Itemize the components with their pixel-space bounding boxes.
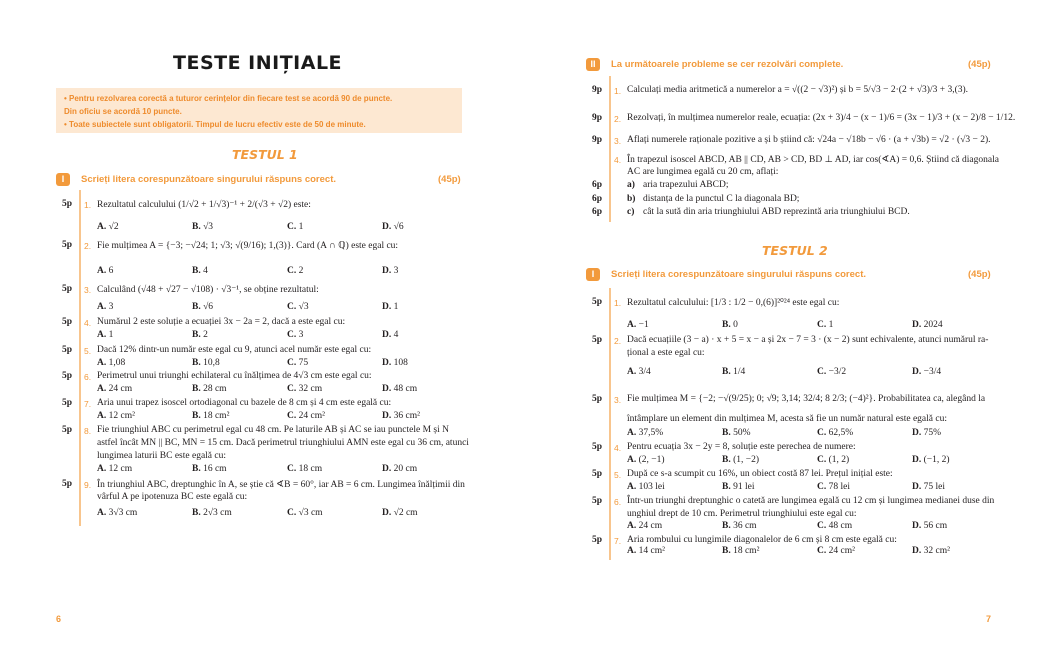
answer-option[interactable] bbox=[192, 358, 220, 368]
option-value: 2 bbox=[298, 266, 304, 276]
question-text: În trapezul isoscel ABCD, AB || CD, AB > CD, BD ⊥ AD, iar cos(∢A) = 0,6. Știind că diagonala bbox=[627, 155, 999, 165]
question-number: 7. bbox=[614, 536, 622, 546]
question-points: 9p bbox=[592, 85, 603, 95]
option-value: 103 lei bbox=[638, 482, 665, 492]
option-value: 32 cm² bbox=[923, 546, 950, 556]
answer-option[interactable] bbox=[287, 464, 322, 474]
section-title: Scrieți litera corespunzătoare singurului răspuns corect. bbox=[611, 269, 866, 280]
option-letter: A. bbox=[97, 222, 107, 232]
question-text: Aria unui trapez isoscel ortodiagonal cu bazele de 8 cm și 4 cm este egală cu: bbox=[97, 398, 392, 408]
option-letter: C. bbox=[817, 320, 827, 330]
question-points: 5p bbox=[62, 240, 73, 250]
option-letter: C. bbox=[287, 411, 297, 421]
option-value: 108 bbox=[393, 358, 408, 368]
question-points: 5p bbox=[62, 425, 73, 435]
option-value: −3/2 bbox=[828, 367, 847, 377]
subitem-text: cât la sută din aria triunghiului ABD reprezintă aria triunghiului BCD. bbox=[643, 207, 910, 217]
answer-option[interactable] bbox=[287, 266, 303, 276]
question-text: vârful A pe ipotenuza BC este egală cu: bbox=[97, 492, 248, 502]
question-number: 2. bbox=[614, 114, 622, 124]
option-value: 16 cm bbox=[203, 464, 227, 474]
option-letter: D. bbox=[382, 330, 392, 340]
question-number: 5. bbox=[84, 346, 92, 356]
question-number: 3. bbox=[614, 395, 622, 405]
option-value: 1 bbox=[108, 330, 114, 340]
page-number: 6 bbox=[56, 614, 62, 624]
question-text: unghiul drept de 10 cm. Perimetrul triunghiului este egal cu: bbox=[627, 509, 857, 519]
answer-option[interactable] bbox=[912, 521, 947, 531]
section-badge: I bbox=[586, 268, 600, 281]
option-letter: B. bbox=[722, 521, 731, 531]
question-points: 5p bbox=[592, 469, 603, 479]
answer-option[interactable] bbox=[97, 384, 132, 394]
option-value: 62,5% bbox=[828, 428, 854, 438]
option-value: 2√3 cm bbox=[203, 508, 232, 518]
option-letter: A. bbox=[627, 482, 637, 492]
question-number: 4. bbox=[614, 443, 622, 453]
option-letter: C. bbox=[817, 521, 827, 531]
option-value: 1 bbox=[393, 302, 399, 312]
option-value: 3√3 cm bbox=[108, 508, 138, 518]
subitem-label: a) bbox=[627, 180, 635, 190]
option-letter: A. bbox=[97, 508, 107, 518]
question-text: Fie mulțimea M = {−2; −√(9/25); 0; √9; 3,14; 32/4; 8 2/3; (−4)²}. Probabilitatea ca, alegând la bbox=[627, 394, 986, 404]
option-letter: A. bbox=[627, 521, 637, 531]
subitem-label: b) bbox=[627, 194, 636, 204]
option-value: √3 bbox=[203, 222, 214, 232]
option-letter: A. bbox=[627, 428, 637, 438]
answer-option[interactable] bbox=[912, 367, 941, 377]
section-badge: II bbox=[586, 58, 600, 71]
answer-option[interactable] bbox=[97, 222, 119, 232]
option-letter: C. bbox=[817, 367, 827, 377]
answer-option[interactable] bbox=[722, 482, 754, 492]
question-text: Fie triunghiul ABC cu perimetrul egal cu 48 cm. Pe laturile AB și AC se iau punctele M și N bbox=[97, 425, 449, 435]
margin-bar bbox=[609, 288, 611, 560]
answer-option[interactable] bbox=[97, 302, 113, 312]
option-value: 32 cm bbox=[298, 384, 323, 394]
answer-option[interactable] bbox=[817, 455, 849, 465]
answer-option[interactable] bbox=[722, 320, 738, 330]
option-value: 24 cm² bbox=[298, 411, 325, 421]
option-value: 12 cm² bbox=[108, 411, 135, 421]
answer-option[interactable] bbox=[627, 482, 665, 492]
question-points: 5p bbox=[62, 479, 73, 489]
subitem-points: 6p bbox=[592, 194, 603, 204]
option-letter: D. bbox=[382, 266, 392, 276]
option-letter: B. bbox=[722, 546, 731, 556]
question-number: 1. bbox=[614, 298, 622, 308]
answer-option[interactable] bbox=[382, 330, 398, 340]
answer-option[interactable] bbox=[382, 222, 404, 232]
option-letter: C. bbox=[287, 464, 297, 474]
question-points: 5p bbox=[592, 394, 603, 404]
answer-option[interactable] bbox=[97, 330, 113, 340]
question-text: lungimea laturii BC este egală cu: bbox=[97, 451, 227, 461]
option-letter: B. bbox=[192, 358, 201, 368]
option-letter: A. bbox=[627, 546, 637, 556]
option-letter: C. bbox=[817, 546, 827, 556]
answer-option[interactable] bbox=[382, 464, 417, 474]
answer-option[interactable] bbox=[912, 482, 945, 492]
option-letter: C. bbox=[817, 428, 827, 438]
answer-option[interactable] bbox=[627, 428, 663, 438]
option-letter: C. bbox=[817, 482, 827, 492]
question-points: 9p bbox=[592, 113, 603, 123]
answer-option[interactable] bbox=[287, 302, 309, 312]
question-number: 1. bbox=[84, 200, 92, 210]
option-value: 1 bbox=[298, 222, 304, 232]
option-value: √3 cm bbox=[298, 508, 323, 518]
subitem-points: 6p bbox=[592, 180, 603, 190]
question-points: 5p bbox=[592, 535, 603, 545]
option-value: 1/4 bbox=[733, 367, 746, 377]
question-text: După ce s-a scumpit cu 16%, un obiect costă 87 lei. Prețul inițial este: bbox=[627, 469, 893, 479]
option-letter: D. bbox=[912, 455, 922, 465]
option-value: 50% bbox=[733, 428, 751, 438]
answer-option[interactable] bbox=[287, 508, 323, 518]
option-letter: B. bbox=[192, 266, 201, 276]
answer-option[interactable] bbox=[627, 455, 665, 465]
option-value: 6 bbox=[108, 266, 114, 276]
question-number: 9. bbox=[84, 480, 92, 490]
test-title: TESTUL 2 bbox=[762, 243, 828, 258]
option-value: 36 cm bbox=[733, 521, 757, 531]
option-letter: A. bbox=[97, 384, 107, 394]
option-letter: D. bbox=[912, 482, 922, 492]
answer-option[interactable] bbox=[287, 358, 308, 368]
option-letter: B. bbox=[722, 455, 731, 465]
option-value: 48 cm bbox=[828, 521, 853, 531]
option-value: (1, 2) bbox=[828, 455, 850, 465]
option-letter: C. bbox=[287, 302, 297, 312]
option-value: 24 cm² bbox=[828, 546, 855, 556]
question-number: 6. bbox=[614, 497, 622, 507]
answer-option[interactable] bbox=[722, 455, 759, 465]
question-number: 2. bbox=[614, 336, 622, 346]
answer-option[interactable] bbox=[97, 508, 137, 518]
option-value: √2 cm bbox=[393, 508, 418, 518]
question-text: Aflați numerele raționale pozitive a și b știind că: √24a − √18b − √6 · (a + √3b) = √2 · (√3 − 2). bbox=[627, 135, 991, 145]
option-value: 75 lei bbox=[923, 482, 945, 492]
question-points: 5p bbox=[592, 496, 603, 506]
option-value: 4 bbox=[393, 330, 399, 340]
option-letter: B. bbox=[722, 367, 731, 377]
margin-bar bbox=[609, 76, 611, 222]
section-badge: I bbox=[56, 173, 70, 186]
answer-option[interactable] bbox=[912, 320, 943, 330]
info-line: • Pentru rezolvarea corectă a tuturor cerințelor din fiecare test se acordă 90 de puncte. bbox=[64, 94, 393, 103]
answer-option[interactable] bbox=[287, 411, 325, 421]
answer-option[interactable] bbox=[97, 358, 125, 368]
question-number: 8. bbox=[84, 426, 92, 436]
option-letter: B. bbox=[192, 384, 201, 394]
answer-option[interactable] bbox=[627, 367, 651, 377]
option-value: 48 cm bbox=[393, 384, 418, 394]
option-letter: A. bbox=[97, 266, 107, 276]
option-letter: B. bbox=[722, 320, 731, 330]
answer-option[interactable] bbox=[817, 320, 833, 330]
option-value: 56 cm bbox=[923, 521, 948, 531]
question-text: Dacă 12% dintr-un număr este egal cu 9, atunci acel număr este egal cu: bbox=[97, 345, 372, 355]
section-points: (45p) bbox=[968, 59, 991, 70]
answer-option[interactable] bbox=[97, 266, 113, 276]
answer-option[interactable] bbox=[912, 428, 941, 438]
question-number: 4. bbox=[614, 155, 622, 165]
answer-option[interactable] bbox=[192, 266, 208, 276]
option-letter: B. bbox=[722, 482, 731, 492]
answer-option[interactable] bbox=[192, 302, 213, 312]
question-text: Numărul 2 este soluție a ecuației 3x − 2a = 2, dacă a este egal cu: bbox=[97, 317, 346, 327]
question-number: 6. bbox=[84, 372, 92, 382]
option-letter: D. bbox=[912, 367, 922, 377]
option-letter: C. bbox=[287, 384, 297, 394]
question-text: Rezolvați, în mulțimea numerelor reale, ecuația: (2x + 3)/4 − (x − 1)/6 = (3x − 1)/3 + (x − 2)/8 − 1/12. bbox=[627, 113, 1016, 123]
question-points: 5p bbox=[592, 335, 603, 345]
option-value: 24 cm bbox=[638, 521, 663, 531]
info-box bbox=[56, 88, 462, 133]
option-value: 91 lei bbox=[733, 482, 755, 492]
option-value: √6 bbox=[393, 222, 404, 232]
question-points: 5p bbox=[62, 371, 73, 381]
answer-option[interactable] bbox=[192, 508, 232, 518]
answer-option[interactable] bbox=[817, 367, 846, 377]
option-value: 75 bbox=[298, 358, 309, 368]
answer-option[interactable] bbox=[287, 222, 303, 232]
answer-option[interactable] bbox=[382, 266, 398, 276]
question-number: 1. bbox=[614, 86, 622, 96]
question-text: În triunghiul ABC, dreptunghic în A, se știe că ∢B = 60°, iar AB = 6 cm. Lungimea înălțimii din bbox=[97, 480, 465, 490]
question-text: țional a este egal cu: bbox=[627, 348, 705, 358]
question-text: astfel încât MN || BC, MN = 15 cm. Dacă perimetrul triunghiului AMN este egal cu 36 cm, atunci bbox=[97, 438, 469, 448]
option-letter: A. bbox=[627, 320, 637, 330]
section-title: La următoarele probleme se cer rezolvări complete. bbox=[611, 59, 844, 70]
section-points: (45p) bbox=[438, 174, 461, 185]
option-value: 18 cm² bbox=[203, 411, 230, 421]
option-value: 1 bbox=[828, 320, 834, 330]
answer-option[interactable] bbox=[722, 428, 751, 438]
option-value: 78 lei bbox=[828, 482, 850, 492]
option-value: 75% bbox=[923, 428, 942, 438]
question-text: Rezultatul calculului: [1/3 : 1/2 − 0,(6)]²⁰²⁴ este egal cu: bbox=[627, 298, 840, 308]
answer-option[interactable] bbox=[817, 482, 850, 492]
option-letter: A. bbox=[97, 330, 107, 340]
info-line: • Toate subiectele sunt obligatorii. Timpul de lucru efectiv este de 50 de minute. bbox=[64, 120, 366, 129]
option-letter: D. bbox=[382, 508, 392, 518]
answer-option[interactable] bbox=[627, 521, 662, 531]
option-value: −1 bbox=[638, 320, 649, 330]
question-text: Calculați media aritmetică a numerelor a = √((2 − √3)²) și b = 5/√3 − 2·(2 + √3)/3 + 3,(3). bbox=[627, 85, 969, 95]
question-points: 5p bbox=[62, 317, 73, 327]
option-letter: C. bbox=[817, 455, 827, 465]
option-letter: D. bbox=[382, 222, 392, 232]
question-text: Perimetrul unui triunghi echilateral cu înălțimea de 4√3 cm este egal cu: bbox=[97, 371, 372, 381]
option-value: 4 bbox=[203, 266, 208, 276]
option-value: (1, −2) bbox=[733, 455, 760, 465]
answer-option[interactable] bbox=[192, 222, 213, 232]
option-letter: B. bbox=[192, 302, 201, 312]
question-points: 5p bbox=[62, 345, 73, 355]
option-value: 37,5% bbox=[638, 428, 664, 438]
option-value: √6 bbox=[203, 302, 214, 312]
info-line: Din oficiu se acordă 10 puncte. bbox=[64, 107, 182, 116]
test-title: TESTUL 1 bbox=[232, 147, 298, 162]
page-title: TESTE INIȚIALE bbox=[173, 52, 343, 74]
question-points: 5p bbox=[62, 199, 73, 209]
question-points: 9p bbox=[592, 135, 603, 145]
question-text: AC are lungimea egală cu 20 cm, aflați: bbox=[627, 167, 779, 177]
answer-option[interactable] bbox=[192, 330, 208, 340]
option-value: 28 cm bbox=[203, 384, 227, 394]
answer-option[interactable] bbox=[722, 546, 759, 556]
question-number: 3. bbox=[84, 285, 92, 295]
option-letter: D. bbox=[912, 521, 922, 531]
subitem-text: aria trapezului ABCD; bbox=[643, 180, 729, 190]
question-text: Aria rombului cu lungimile diagonalelor de 6 cm și 8 cm este egală cu: bbox=[627, 535, 897, 545]
option-letter: A. bbox=[97, 302, 107, 312]
answer-option[interactable] bbox=[192, 384, 227, 394]
option-value: 10,8 bbox=[203, 358, 220, 368]
option-value: √3 bbox=[298, 302, 309, 312]
option-letter: A. bbox=[97, 464, 107, 474]
answer-option[interactable] bbox=[382, 302, 398, 312]
option-letter: D. bbox=[912, 428, 922, 438]
answer-option[interactable] bbox=[382, 358, 408, 368]
option-letter: B. bbox=[192, 222, 201, 232]
option-value: 3/4 bbox=[638, 367, 651, 377]
question-points: 5p bbox=[62, 398, 73, 408]
question-points: 5p bbox=[592, 297, 603, 307]
option-value: 3 bbox=[108, 302, 114, 312]
option-letter: B. bbox=[722, 428, 731, 438]
answer-option[interactable] bbox=[722, 521, 757, 531]
option-letter: B. bbox=[192, 464, 201, 474]
answer-option[interactable] bbox=[97, 411, 135, 421]
answer-option[interactable] bbox=[722, 367, 745, 377]
question-points: 5p bbox=[592, 442, 603, 452]
option-letter: C. bbox=[287, 222, 297, 232]
question-text: Calculând (√48 + √27 − √108) · √3⁻¹, se obține rezultatul: bbox=[97, 285, 319, 295]
option-letter: D. bbox=[912, 546, 922, 556]
option-letter: D. bbox=[382, 411, 392, 421]
margin-bar bbox=[79, 190, 81, 526]
option-value: 0 bbox=[733, 320, 738, 330]
option-value: 18 cm² bbox=[733, 546, 760, 556]
question-text: întâmplare un element din mulțimea M, acesta să fie un număr natural este egală cu: bbox=[627, 414, 947, 424]
option-value: 12 cm bbox=[108, 464, 133, 474]
option-value: 3 bbox=[393, 266, 399, 276]
option-value: 2024 bbox=[923, 320, 943, 330]
answer-option[interactable] bbox=[97, 464, 132, 474]
option-letter: C. bbox=[287, 330, 297, 340]
answer-option[interactable] bbox=[912, 546, 950, 556]
option-letter: A. bbox=[627, 367, 637, 377]
option-value: 36 cm² bbox=[393, 411, 420, 421]
answer-option[interactable] bbox=[817, 546, 855, 556]
option-value: 20 cm bbox=[393, 464, 418, 474]
answer-option[interactable] bbox=[192, 411, 229, 421]
question-number: 7. bbox=[84, 399, 92, 409]
question-text: Rezultatul calculului (1/√2 + 1/√3)⁻¹ + 2/(√3 + √2) este: bbox=[97, 200, 311, 210]
answer-option[interactable] bbox=[817, 428, 853, 438]
question-text: Pentru ecuația 3x − 2y = 8, soluție este perechea de numere: bbox=[627, 442, 856, 452]
answer-option[interactable] bbox=[382, 384, 417, 394]
section-points: (45p) bbox=[968, 269, 991, 280]
option-value: 2 bbox=[203, 330, 208, 340]
answer-option[interactable] bbox=[627, 546, 665, 556]
answer-option[interactable] bbox=[382, 411, 420, 421]
option-letter: D. bbox=[382, 464, 392, 474]
page-number: 7 bbox=[986, 614, 992, 624]
question-text: Dacă ecuațiile (3 − a) · x + 5 = x − a și 2x − 7 = 3 · (x − 2) sunt echivalente, atunci numărul ra- bbox=[627, 335, 989, 345]
question-points: 5p bbox=[62, 284, 73, 294]
question-number: 2. bbox=[84, 241, 92, 251]
option-value: 14 cm² bbox=[638, 546, 665, 556]
option-letter: D. bbox=[912, 320, 922, 330]
option-letter: C. bbox=[287, 508, 297, 518]
option-letter: B. bbox=[192, 508, 201, 518]
question-text: Într-un triunghi dreptunghic o catetă are lungimea egală cu 12 cm și lungimea medianei duse din bbox=[627, 496, 995, 506]
question-number: 5. bbox=[614, 470, 622, 480]
answer-option[interactable] bbox=[817, 521, 852, 531]
subitem-points: 6p bbox=[592, 207, 603, 217]
option-value: √2 bbox=[108, 222, 119, 232]
subitem-text: distanța de la punctul C la diagonala BD; bbox=[643, 194, 800, 204]
option-value: 1,08 bbox=[108, 358, 126, 368]
section-title: Scrieți litera corespunzătoare singurului răspuns corect. bbox=[81, 174, 336, 185]
option-value: 3 bbox=[298, 330, 304, 340]
option-value: 18 cm bbox=[298, 464, 323, 474]
option-letter: A. bbox=[97, 411, 107, 421]
question-number: 4. bbox=[84, 318, 92, 328]
option-letter: B. bbox=[192, 330, 201, 340]
option-letter: D. bbox=[382, 384, 392, 394]
option-letter: A. bbox=[97, 358, 107, 368]
answer-option[interactable] bbox=[287, 384, 322, 394]
option-letter: C. bbox=[287, 358, 297, 368]
option-value: (−1, 2) bbox=[923, 455, 950, 465]
option-value: (2, −1) bbox=[638, 455, 665, 465]
option-letter: A. bbox=[627, 455, 637, 465]
option-letter: B. bbox=[192, 411, 201, 421]
option-letter: D. bbox=[382, 358, 392, 368]
question-number: 3. bbox=[614, 136, 622, 146]
answer-option[interactable] bbox=[192, 464, 227, 474]
subitem-label: c) bbox=[627, 207, 635, 217]
answer-option[interactable] bbox=[287, 330, 303, 340]
question-text: Fie mulțimea A = {−3; −√24; 1; √3; √(9/16); 1,(3)}. Card (A ∩ ℚ) este egal cu: bbox=[97, 241, 399, 251]
option-value: 24 cm bbox=[108, 384, 133, 394]
answer-option[interactable] bbox=[382, 508, 418, 518]
option-letter: D. bbox=[382, 302, 392, 312]
option-letter: C. bbox=[287, 266, 297, 276]
answer-option[interactable] bbox=[912, 455, 950, 465]
answer-option[interactable] bbox=[627, 320, 649, 330]
option-value: −3/4 bbox=[923, 367, 942, 377]
